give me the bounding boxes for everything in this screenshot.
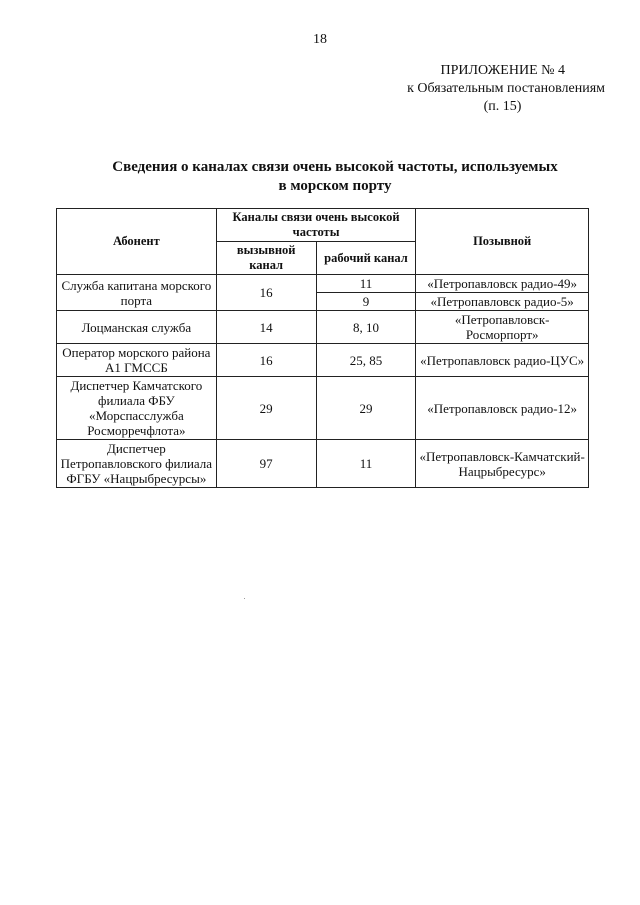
- cell-working-channel: 8, 10: [316, 311, 416, 344]
- cell-subscriber: Служба капитана морского порта: [57, 275, 217, 311]
- cell-working-channel: 11: [316, 275, 416, 293]
- cell-working-channel: 11: [316, 440, 416, 488]
- cell-subscriber: Диспетчер Петропавловского филиала ФГБУ «Нацрыбресурсы»: [57, 440, 217, 488]
- cell-working-channel: 25, 85: [316, 344, 416, 377]
- header-callsign: Позывной: [416, 209, 589, 275]
- cell-calling-channel: 97: [216, 440, 316, 488]
- header-channels-group: Каналы связи очень высокой частоты: [216, 209, 416, 242]
- appendix-reference: к Обязательным постановлениям: [407, 81, 605, 96]
- cell-callsign: «Петропавловск радио-5»: [416, 293, 589, 311]
- page-number: 18: [313, 32, 327, 47]
- cell-callsign: «Петропавловск радио-ЦУС»: [416, 344, 589, 377]
- cell-calling-channel: 16: [216, 275, 316, 311]
- header-calling-channel: вызывной канал: [216, 242, 316, 275]
- document-title: [60, 158, 610, 196]
- cell-subscriber: Лоцманская служба: [57, 311, 217, 344]
- table-row: [57, 275, 589, 293]
- cell-subscriber: Оператор морского района А1 ГМССБ: [57, 344, 217, 377]
- header-subscriber: Абонент: [57, 209, 217, 275]
- cell-callsign: «Петропавловск радио-49»: [416, 275, 589, 293]
- table-row: [57, 311, 589, 344]
- appendix-title: ПРИЛОЖЕНИЕ № 4: [440, 63, 565, 78]
- cell-callsign: «Петропавловск-Камчатский-Нацрыбресурс»: [416, 440, 589, 488]
- header-working-channel: рабочий канал: [316, 242, 416, 275]
- cell-callsign: «Петропавловск радио-12»: [416, 377, 589, 440]
- document-title-line-1: Сведения о каналах связи очень высокой частоты, используемых: [112, 159, 558, 175]
- table-row: [57, 377, 589, 440]
- cell-calling-channel: 29: [216, 377, 316, 440]
- cell-subscriber: Диспетчер Камчатского филиала ФБУ «Морспасслужба Росморречфлота»: [57, 377, 217, 440]
- table-row: [57, 344, 589, 377]
- appendix-block: [305, 62, 605, 116]
- cell-calling-channel: 14: [216, 311, 316, 344]
- table-header-row: [57, 209, 589, 242]
- scan-speck: [244, 598, 245, 599]
- document-title-line-2: в морском порту: [278, 178, 392, 194]
- appendix-paragraph: (п. 15): [483, 99, 522, 114]
- channels-table: [56, 208, 589, 488]
- cell-calling-channel: 16: [216, 344, 316, 377]
- cell-callsign: «Петропавловск-Росморпорт»: [416, 311, 589, 344]
- cell-working-channel: 29: [316, 377, 416, 440]
- table-row: [57, 440, 589, 488]
- cell-working-channel: 9: [316, 293, 416, 311]
